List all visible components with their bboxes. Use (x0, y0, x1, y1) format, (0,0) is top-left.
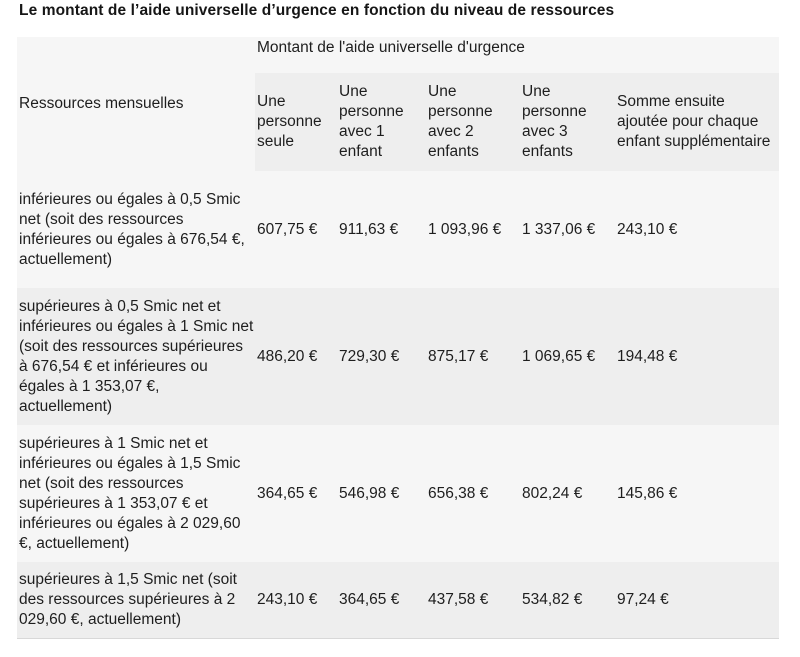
amount-cell: 546,98 € (337, 425, 426, 562)
amount-cell: 607,75 € (255, 171, 337, 288)
amount-cell: 97,24 € (615, 562, 779, 639)
column-header-one-child: Une personne avec 1 enfant (337, 73, 426, 171)
table-row (17, 562, 779, 639)
amount-cell: 364,65 € (255, 425, 337, 562)
column-header-three-children: Une personne avec 3 enfants (520, 73, 615, 171)
amount-cell: 243,10 € (615, 171, 779, 288)
amount-cell: 364,65 € (337, 562, 426, 639)
amount-cell: 1 093,96 € (426, 171, 520, 288)
aid-amount-table (17, 37, 779, 639)
resources-cell: inférieures ou égales à 0,5 Smic net (soit des ressources inférieures ou égales à 676,54 €, actuellement) (17, 171, 255, 288)
amount-cell: 145,86 € (615, 425, 779, 562)
table-row (17, 288, 779, 425)
resources-cell: supérieures à 1 Smic net et inférieures ou égales à 1,5 Smic net (soit des ressources supérieures à 1 353,07 € et inférieures ou égales à 2 029,60 €, actuellement) (17, 425, 255, 562)
column-header-two-children: Une personne avec 2 enfants (426, 73, 520, 171)
amount-cell: 802,24 € (520, 425, 615, 562)
amount-cell: 486,20 € (255, 288, 337, 425)
column-header-extra-child: Somme ensuite ajoutée pour chaque enfant supplémentaire (615, 73, 779, 171)
resources-cell: supérieures à 1,5 Smic net (soit des ressources supérieures à 2 029,60 €, actuellement) (17, 562, 255, 639)
column-header-single: Une personne seule (255, 73, 337, 171)
amount-cell: 875,17 € (426, 288, 520, 425)
table-row (17, 171, 779, 288)
amount-cell: 911,63 € (337, 171, 426, 288)
amount-cell: 1 337,06 € (520, 171, 615, 288)
amount-cell: 729,30 € (337, 288, 426, 425)
resources-cell: supérieures à 0,5 Smic net et inférieures ou égales à 1 Smic net (soit des ressources supérieures à 676,54 € et inférieures ou égales à 1 353,07 €, actuellement) (17, 288, 255, 425)
aid-amount-group-header: Montant de l'aide universelle d'urgence (255, 37, 779, 73)
amount-cell: 534,82 € (520, 562, 615, 639)
amount-cell: 1 069,65 € (520, 288, 615, 425)
amount-cell: 437,58 € (426, 562, 520, 639)
amount-cell: 194,48 € (615, 288, 779, 425)
resources-column-header: Ressources mensuelles (17, 37, 255, 171)
amount-cell: 243,10 € (255, 562, 337, 639)
table-row (17, 425, 779, 562)
amount-cell: 656,38 € (426, 425, 520, 562)
table-caption: Le montant de l’aide universelle d’urgence en fonction du niveau de ressources (19, 2, 615, 19)
